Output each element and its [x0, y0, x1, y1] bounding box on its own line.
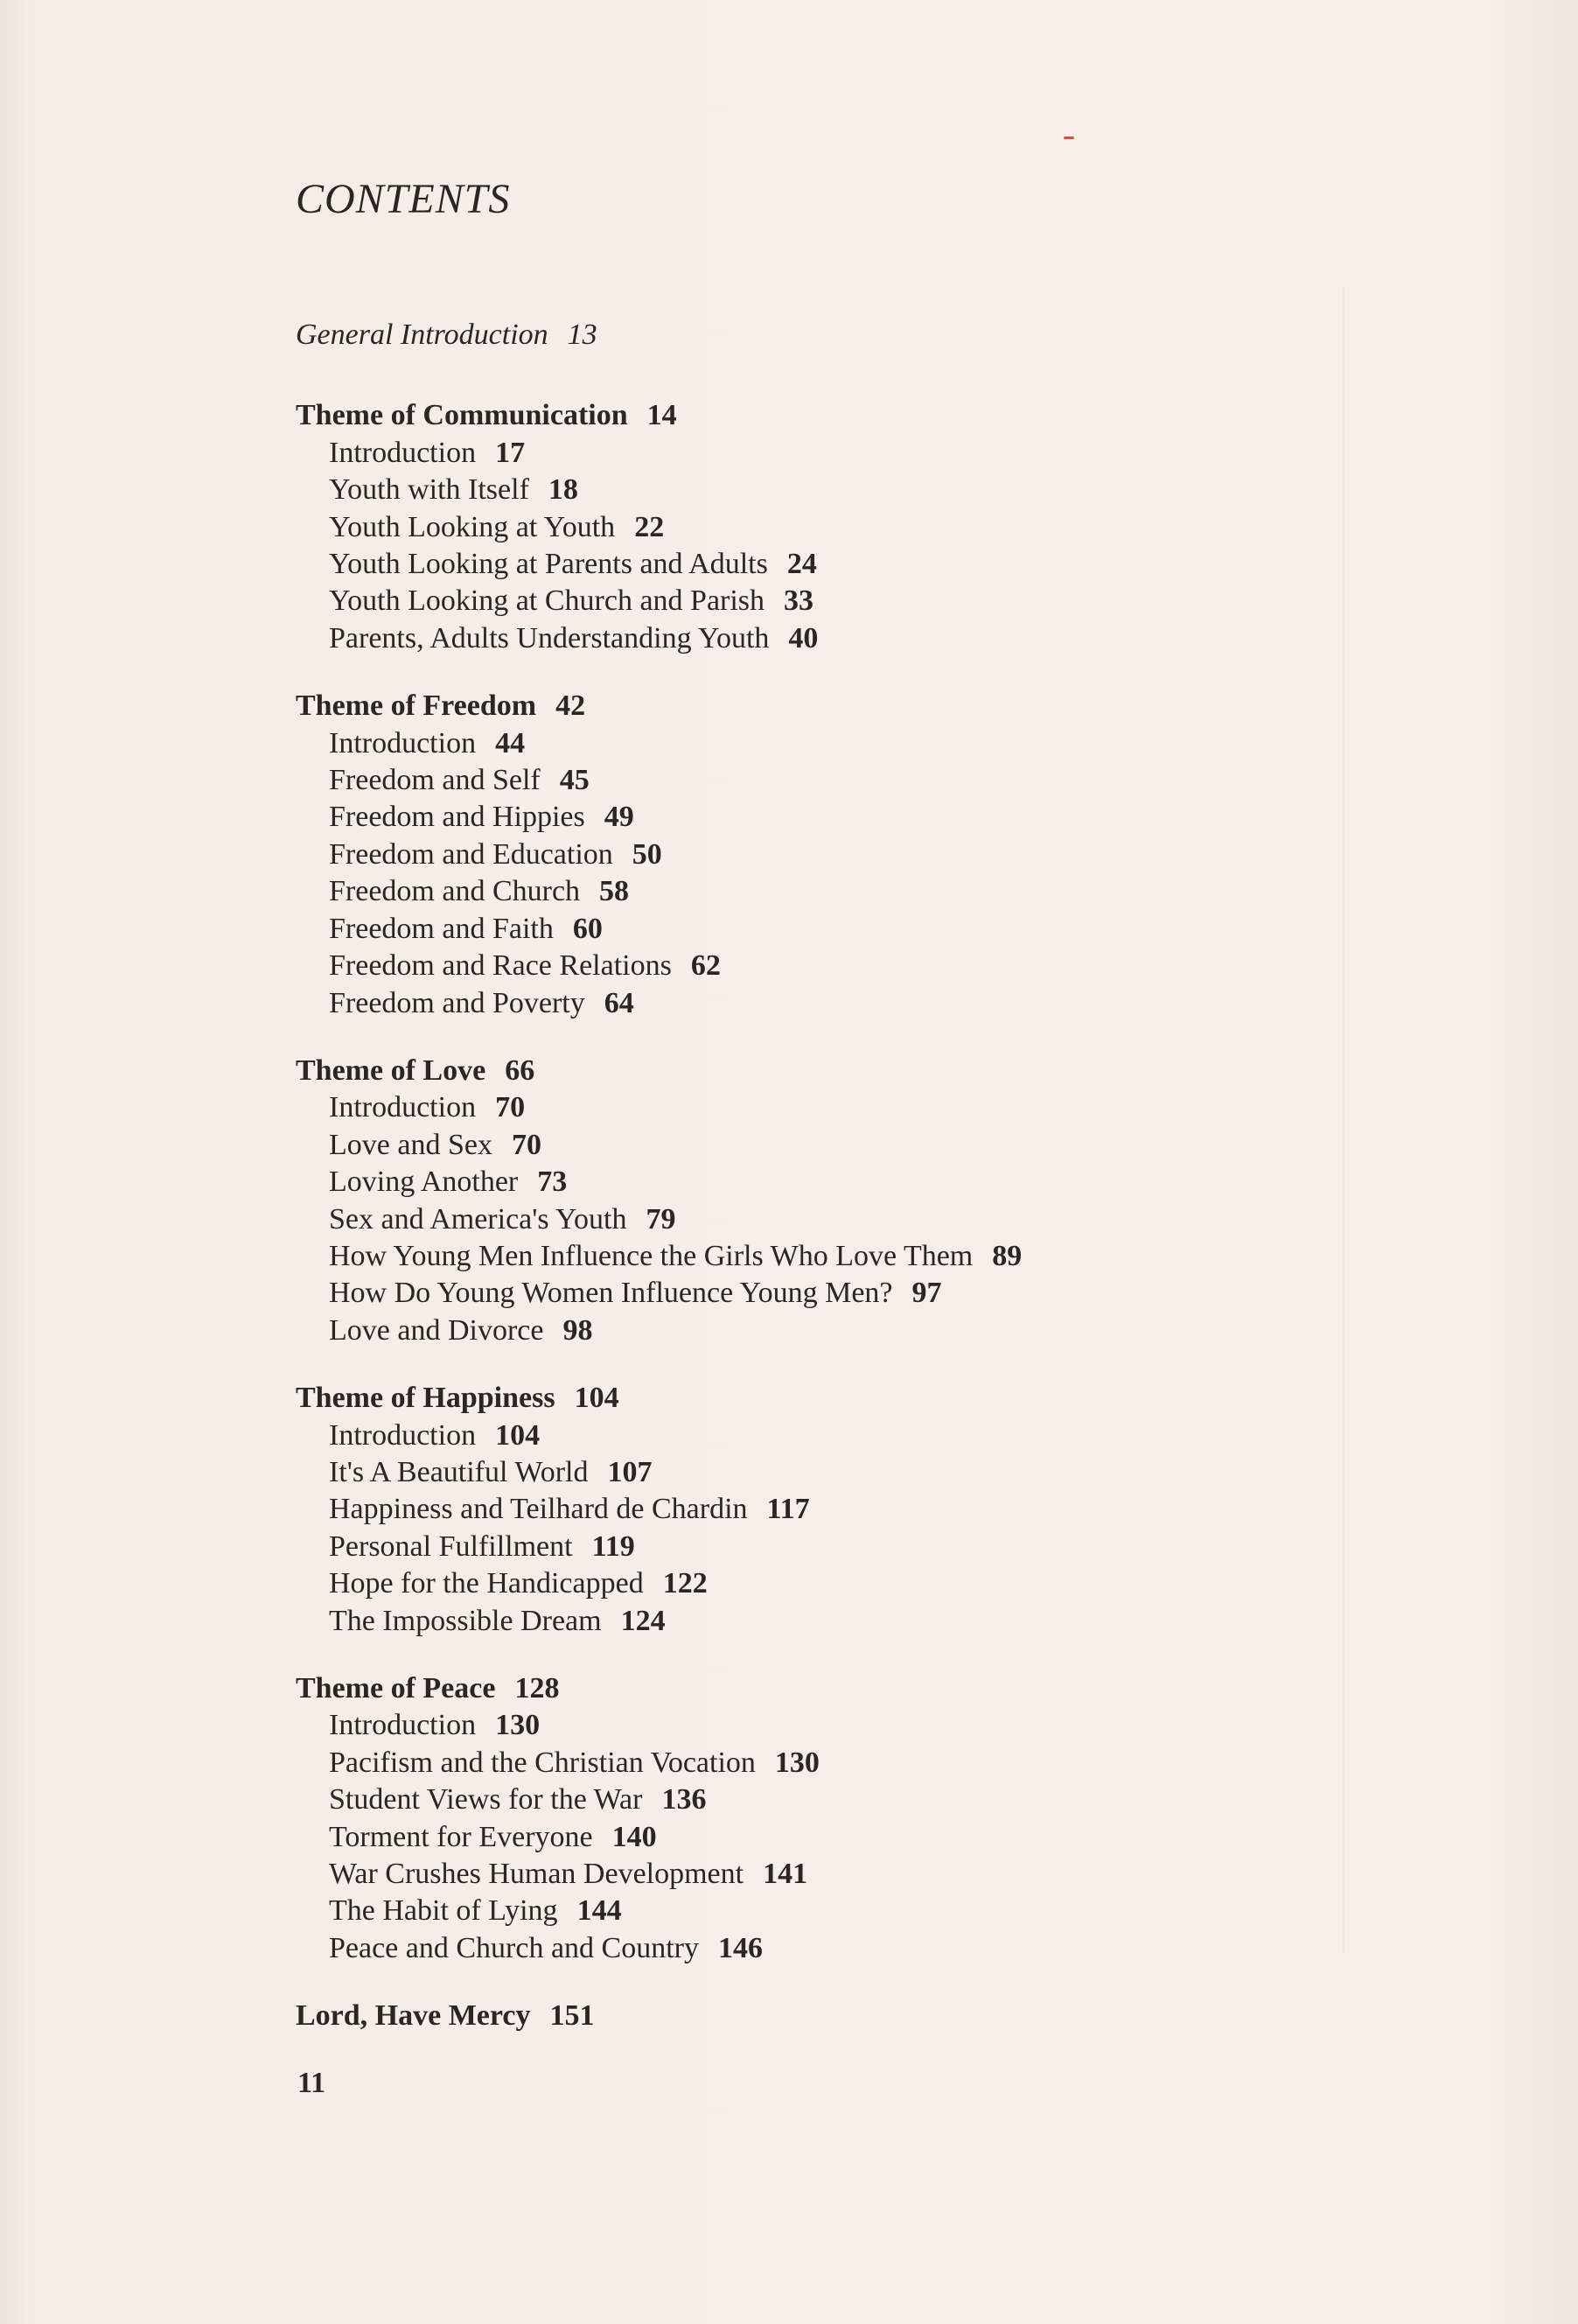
toc-item-page: 130	[495, 1709, 541, 1742]
toc-item-page: 49	[604, 801, 634, 834]
toc-item-page: 62	[690, 949, 721, 983]
theme-title	[296, 1670, 1345, 1707]
toc-item-label: Sex and America's Youth	[329, 1202, 627, 1236]
toc-item-page: 33	[784, 584, 814, 618]
toc-item-label: Freedom and Poverty	[329, 986, 585, 1019]
toc-item-label: Love and Divorce	[329, 1313, 544, 1347]
toc-item-label: Freedom and Education	[329, 837, 613, 871]
toc-item-page: 58	[599, 875, 630, 908]
toc-item	[296, 985, 1345, 1022]
toc-item	[296, 583, 1345, 620]
toc-item	[296, 1238, 1345, 1275]
toc-item-page: 144	[576, 1894, 622, 1928]
toc-item-label: It's A Beautiful World	[329, 1455, 589, 1488]
toc-item-label: Personal Fulfillment	[329, 1530, 573, 1563]
toc-general-introduction	[296, 317, 1345, 354]
toc-item-label: Freedom and Self	[329, 764, 541, 797]
toc-item-page: 64	[604, 986, 634, 1019]
toc-item-label: War Crushes Human Development	[329, 1858, 744, 1891]
contents-heading: CONTENTS	[296, 176, 511, 222]
toc-item	[296, 1089, 1345, 1126]
toc-item-label: Introduction	[329, 1418, 477, 1452]
toc-item-label: Youth Looking at Parents and Adults	[329, 548, 768, 581]
table-of-contents	[296, 317, 1345, 2035]
toc-item-label: How Young Men Influence the Girls Who Love Them	[329, 1239, 974, 1272]
toc-item	[296, 873, 1345, 910]
toc-item	[296, 1707, 1345, 1744]
theme-title-page: 128	[514, 1672, 560, 1704]
toc-item-page: 89	[992, 1239, 1023, 1272]
theme-love	[296, 1053, 1345, 1349]
toc-item-label: Freedom and Faith	[329, 912, 554, 945]
toc-item-label: Introduction	[329, 1091, 477, 1124]
toc-item-page: 146	[718, 1931, 763, 1964]
toc-item-label: Introduction	[329, 436, 477, 469]
toc-item	[296, 1529, 1345, 1565]
toc-item-page: 60	[572, 912, 603, 945]
toc-item	[296, 1454, 1345, 1491]
toc-item-label: Freedom and Race Relations	[329, 949, 672, 983]
show-through-shadow	[1343, 289, 1388, 1951]
toc-item	[296, 472, 1345, 508]
theme-title-page: 66	[505, 1054, 535, 1087]
theme-freedom	[296, 688, 1345, 1022]
theme-communication	[296, 397, 1345, 657]
toc-item-label: Happiness and Teilhard de Chardin	[329, 1493, 748, 1526]
toc-item-page: 107	[607, 1455, 653, 1488]
toc-item-label: Torment for Everyone	[329, 1820, 593, 1853]
toc-item-label: How Do Young Women Influence Young Men?	[329, 1277, 893, 1310]
toc-item	[296, 799, 1345, 836]
toc-item-page: 119	[591, 1530, 635, 1563]
toc-item-label: Pacifism and the Christian Vocation	[329, 1746, 756, 1779]
theme-title-label: Theme of Peace	[296, 1672, 496, 1704]
toc-item-page: 136	[661, 1783, 707, 1816]
toc-item-page: 70	[511, 1128, 541, 1161]
toc-item	[296, 1201, 1345, 1238]
toc-item-label: Love and Sex	[329, 1128, 492, 1161]
toc-item	[296, 546, 1345, 583]
theme-title-page: 104	[574, 1382, 619, 1415]
toc-item-page: 130	[774, 1746, 820, 1779]
toc-item	[296, 1565, 1345, 1602]
toc-entry-page: 13	[567, 318, 597, 351]
toc-item-page: 44	[495, 726, 526, 760]
toc-item	[296, 836, 1345, 873]
toc-item-page: 140	[611, 1820, 657, 1853]
toc-item-label: Parents, Adults Understanding Youth	[329, 621, 770, 654]
toc-item-label: Student Views for the War	[329, 1783, 643, 1816]
toc-item-label: Freedom and Church	[329, 875, 581, 908]
toc-item	[296, 1856, 1345, 1893]
theme-title-label: Theme of Freedom	[296, 690, 537, 723]
theme-title-label: Theme of Love	[296, 1054, 486, 1087]
toc-item	[296, 1893, 1345, 1929]
toc-item-page: 73	[537, 1166, 568, 1199]
toc-item	[296, 1819, 1345, 1856]
toc-item-page: 70	[495, 1091, 526, 1124]
toc-item-label: Hope for the Handicapped	[329, 1567, 644, 1600]
toc-item-page: 79	[646, 1202, 676, 1236]
theme-title-label: Theme of Communication	[296, 399, 628, 432]
toc-item	[296, 1491, 1345, 1528]
page-number: 11	[297, 2067, 326, 2099]
theme-title-page: 42	[555, 690, 586, 723]
theme-peace	[296, 1670, 1345, 1967]
toc-item-page: 97	[911, 1277, 942, 1310]
toc-item-label: Introduction	[329, 1709, 477, 1742]
toc-item-label: The Habit of Lying	[329, 1894, 558, 1928]
theme-title-page: 14	[646, 399, 677, 432]
toc-item-page: 117	[766, 1493, 810, 1526]
toc-item	[296, 1164, 1345, 1200]
toc-item	[296, 1275, 1345, 1312]
toc-item	[296, 1782, 1345, 1818]
toc-item-page: 24	[786, 548, 817, 581]
toc-item-page: 141	[763, 1858, 808, 1891]
toc-item	[296, 435, 1345, 472]
toc-item	[296, 1312, 1345, 1349]
toc-item	[296, 1745, 1345, 1782]
toc-item	[296, 725, 1345, 762]
toc-item-label: Peace and Church and Country	[329, 1931, 699, 1964]
toc-item-page: 98	[562, 1313, 593, 1347]
toc-item-label: Loving Another	[329, 1166, 519, 1199]
toc-item	[296, 1127, 1345, 1164]
toc-item-label: Youth with Itself	[329, 473, 529, 507]
toc-item	[296, 948, 1345, 984]
toc-item	[296, 762, 1345, 799]
toc-item-label: Freedom and Hippies	[329, 801, 585, 834]
toc-entry-page: 151	[549, 1999, 595, 2033]
toc-item-page: 18	[548, 473, 578, 507]
toc-item-page: 17	[495, 436, 526, 469]
theme-title	[296, 1380, 1345, 1417]
toc-item-page: 122	[662, 1567, 708, 1600]
toc-item	[296, 620, 1345, 657]
theme-happiness	[296, 1380, 1345, 1640]
toc-item-page: 104	[495, 1418, 541, 1452]
theme-title	[296, 688, 1345, 724]
toc-item-label: Introduction	[329, 726, 477, 760]
toc-item	[296, 1930, 1345, 1967]
toc-item-page: 45	[559, 764, 590, 797]
toc-item-page: 40	[788, 621, 819, 654]
toc-item	[296, 509, 1345, 546]
red-ink-mark	[1064, 136, 1074, 139]
toc-item-label: Youth Looking at Church and Parish	[329, 584, 765, 618]
toc-entry-label: General Introduction	[296, 318, 548, 351]
toc-item-label: The Impossible Dream	[329, 1604, 602, 1637]
toc-item-page: 124	[620, 1604, 666, 1637]
theme-title-label: Theme of Happiness	[296, 1382, 555, 1415]
toc-item	[296, 911, 1345, 948]
theme-title	[296, 397, 1345, 434]
theme-title	[296, 1053, 1345, 1089]
toc-item-page: 22	[634, 510, 665, 543]
toc-final-entry	[296, 1998, 1345, 2034]
toc-entry-label: Lord, Have Mercy	[296, 1999, 531, 2033]
toc-item	[296, 1418, 1345, 1454]
toc-item-label: Youth Looking at Youth	[329, 510, 616, 543]
toc-item	[296, 1603, 1345, 1640]
toc-item-page: 50	[632, 837, 662, 871]
